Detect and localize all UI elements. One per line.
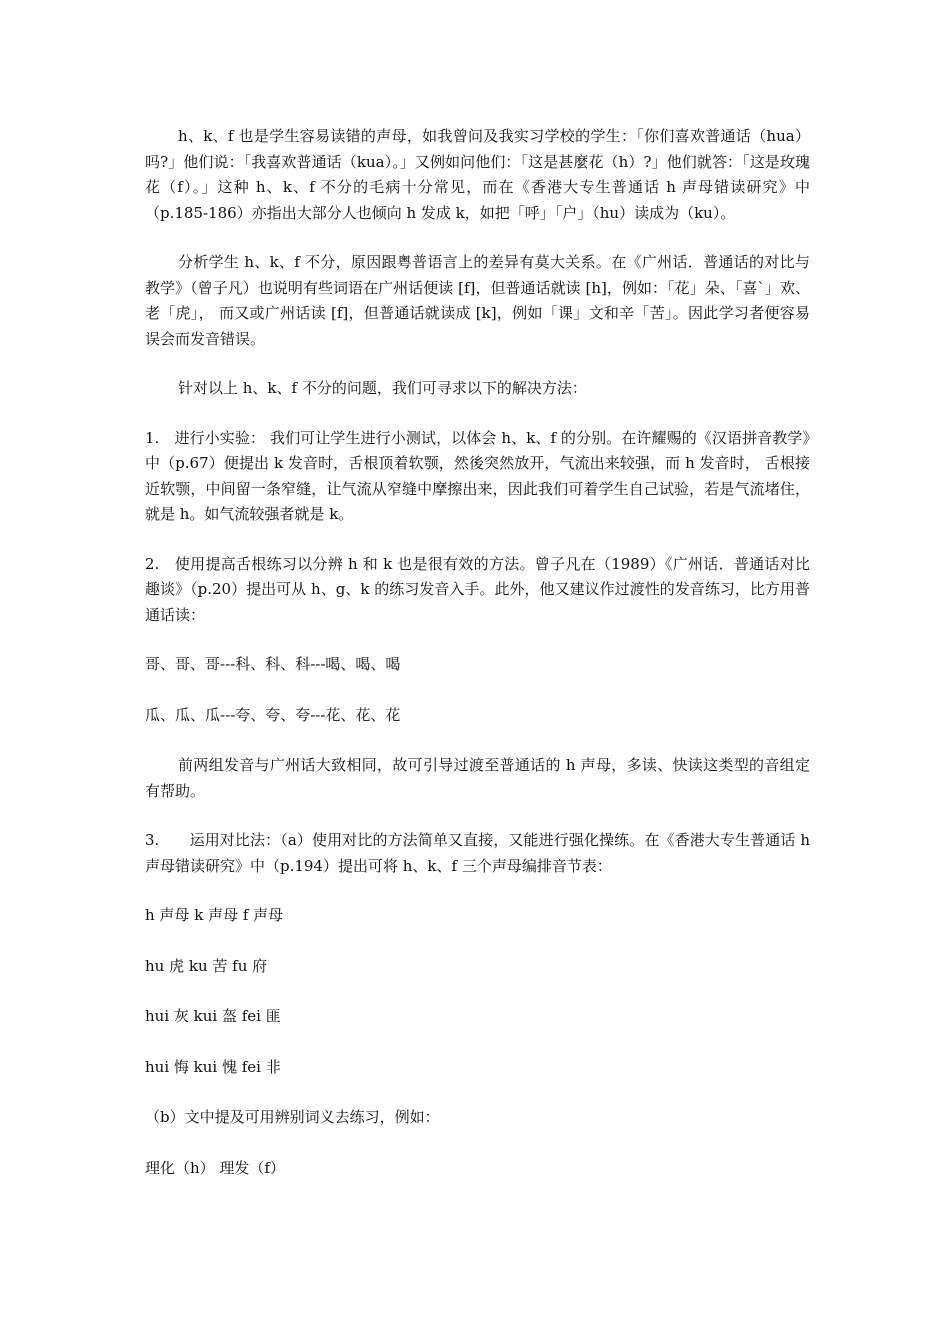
- practice-line-gua-kua-hua: 瓜、瓜、瓜---夸、夸、夸---花、花、花: [145, 705, 401, 724]
- syllable-table-row: hu 虎 ku 苦 fu 府: [145, 956, 268, 975]
- paragraph-method-3: 3. 运用对比法：（a）使用对比的方法简单又直接，又能进行强化操练。在《香港大专生普通话 h 声母错读研究》中（p.194）提出可将 h、k、f 三个声母编排音节表：: [145, 831, 810, 875]
- paragraph-hkf-errors: h、k、f 也是学生容易读错的声母，如我曾问及我实习学校的学生：「你们喜欢普通话（hua）吗?」他们说：「我喜欢普通话（kua）。」又例如问他们：「这是甚麼花（h）?」他们就答：「这是玫瑰花（f）。」这种 h、k、f 不分的毛病十分常见，而在《香港大专生普通话 h 声母错读研究》中（p.185-186）亦指出大部分人也倾向 h 发成 k，如把「呼」「户」（hu）读成为（ku）。: [145, 127, 810, 222]
- document-body: [145, 124, 810, 1206]
- syllable-table-header: h 声母 k 声母 f 声母: [145, 906, 284, 924]
- practice-line-ge-ke-he: 哥、哥、哥---科、科、科---喝、喝、喝: [145, 655, 401, 673]
- paragraph-practice-note: 前两组发音与广州话大致相同，故可引导过渡至普通话的 h 声母，多读、快读这类型的音组定有帮助。: [145, 756, 810, 800]
- paragraph-method-2: 2. 使用提高舌根练习以分辨 h 和 k 也是很有效的方法。曾子凡在（1989）《广州话．普通话对比趣谈》（p.20）提出可从 h、g、k 的练习发音入手。此外，他又建议作过渡性的发音练习，比方用普通话读：: [145, 554, 810, 624]
- syllable-table-row: hui 灰 kui 盔 fei 匪: [145, 1007, 281, 1025]
- paragraph-analysis: 分析学生 h、k、f 不分，原因跟粤普语言上的差异有莫大关系。在《广州话．普通话的对比与教学》（曾子凡）也说明有些词语在广州话便读 [f]，但普通话就读 [h]，例如：「花」朵、「喜`」欢、老「虎」， 而又或广州话读 [f]，但普通话就读成 [k]，例如「课」文和辛「苦」。因此学习者便容易误会而发音错误。: [145, 253, 810, 348]
- paragraph-method-1: 1. 进行小实验： 我们可让学生进行小测试，以体会 h、k、f 的分别。在许耀赐的《汉语拼音教学》中（p.67）便提出 k 发音时，舌根顶着软颚，然後突然放开，气流出来较强，而 h 发音时， 舌根接近软颚，中间留一条窄缝，让气流从窄缝中摩擦出来，因此我们可着学生自己试验，若是气流堵住，就是 h。如气流较强者就是 k。: [145, 428, 810, 523]
- paragraph-solutions-intro: 针对以上 h、k、f 不分的问题，我们可寻求以下的解决方法：: [178, 379, 587, 397]
- paragraph-method-3b: （b）文中提及可用辨别词义去练习，例如：: [145, 1108, 440, 1126]
- syllable-table-row: hui 悔 kui 愧 fei 非: [145, 1057, 281, 1076]
- word-pair-example: 理化（h） 理发（f）: [145, 1158, 285, 1177]
